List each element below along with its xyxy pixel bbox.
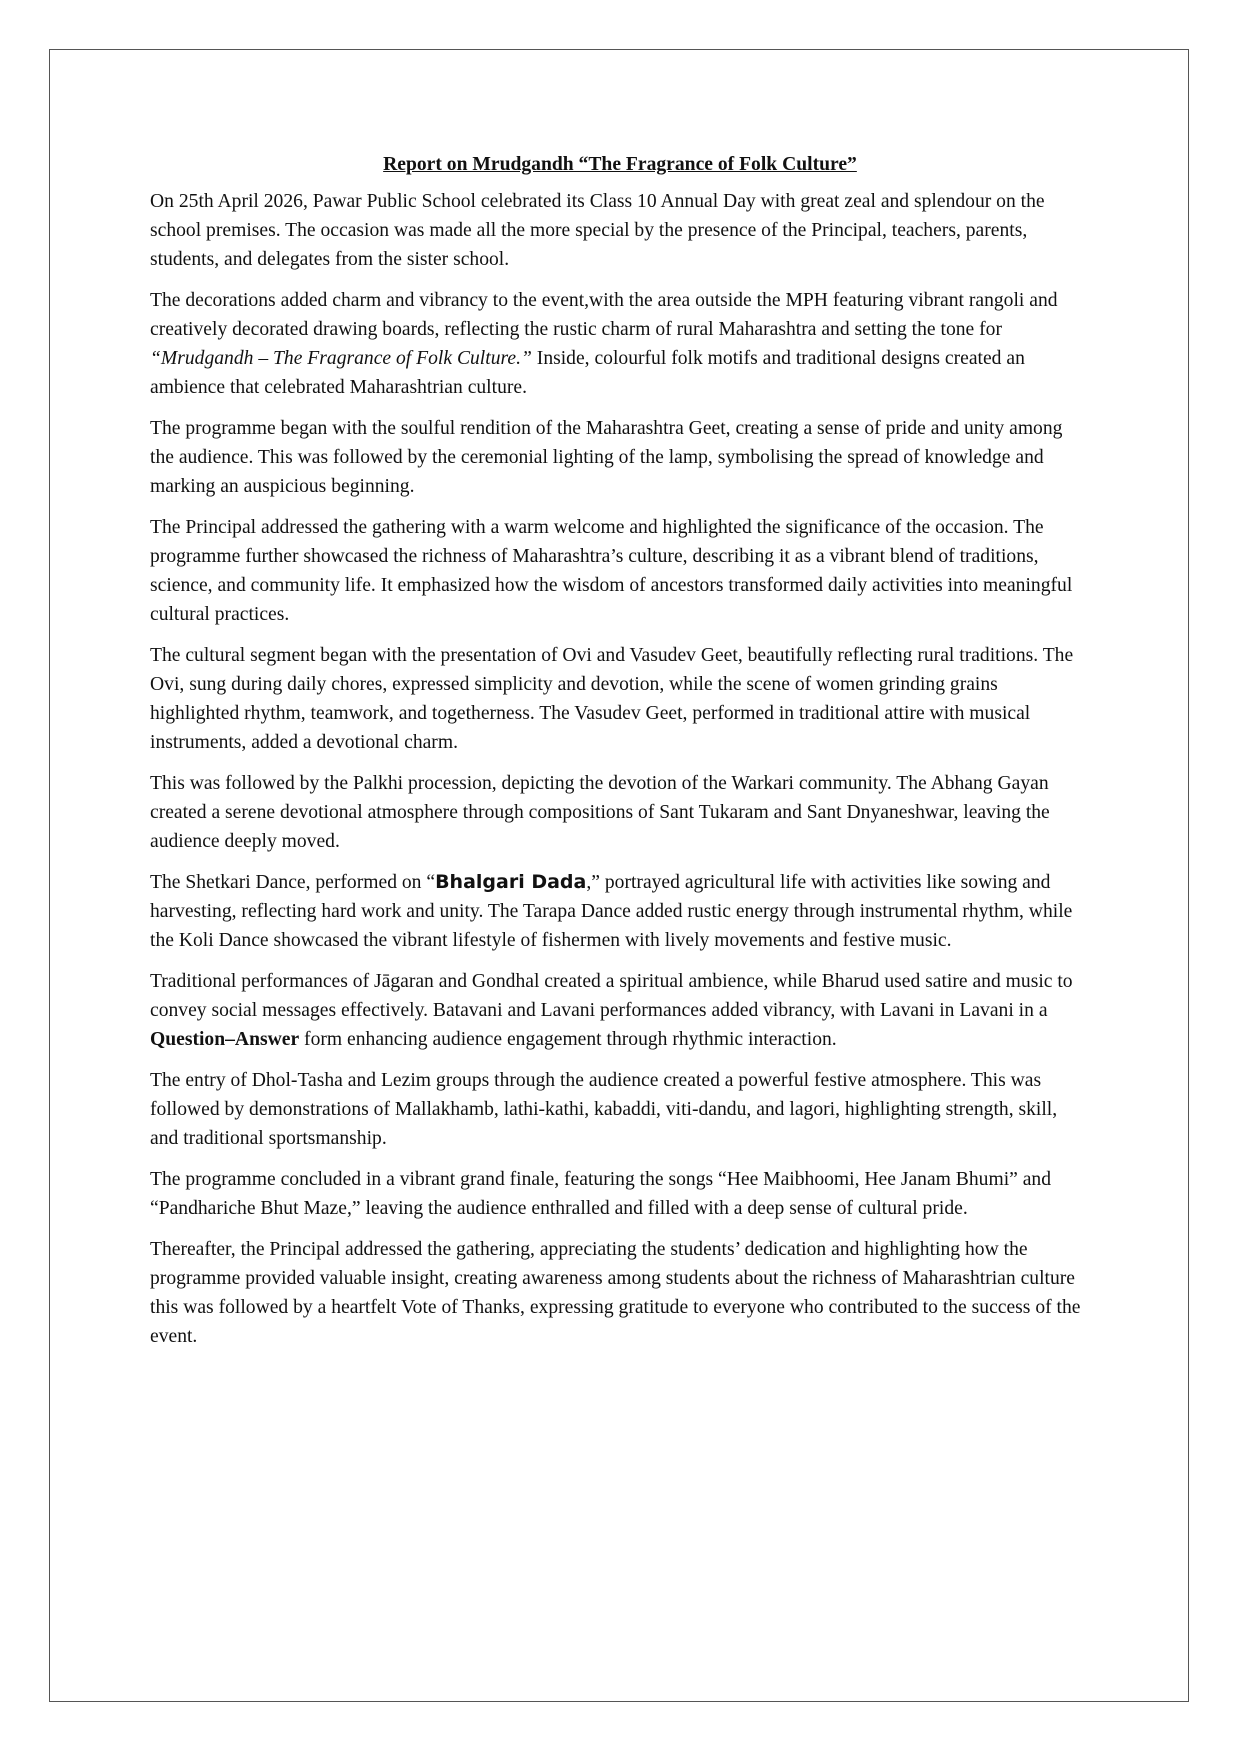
bold-question-answer: Question–Answer <box>150 1029 300 1050</box>
paragraph-traditional-performances <box>150 967 1090 1054</box>
report-title: Report on Mrudgandh “The Fragrance of Folk Culture” <box>383 154 857 175</box>
paragraph-dances <box>150 868 1090 955</box>
bold-song-name: Bhalgari Dada <box>435 871 587 893</box>
paragraph-dhol-tasha: The entry of Dhol-Tasha and Lezim groups through the audience created a powerful festive atmosphere. This was followed by demonstrations of Mallakhamb, lathi-kathi, kabaddi, viti-dandu, and lagori, highlighting strength, skill, and traditional sportsmanship. <box>150 1070 1058 1149</box>
paragraph-palkhi: This was followed by the Palkhi procession, depicting the devotion of the Warkari community. The Abhang Gayan created a serene devotional atmosphere through compositions of Sant Tukaram and Sant Dnyaneshwar, leaving the audience deeply moved. <box>150 773 1050 852</box>
paragraph-text: ,” portrayed agricultural life with activities like sowing and harvesting, reflecting hard work and unity. The Tarapa Dance added rustic energy through instrumental rhythm, while the Koli Dance showcased the vibrant lifestyle of fishermen with lively movements and festive music. <box>150 872 1073 951</box>
paragraph-decorations <box>150 286 1090 402</box>
paragraph-text: Inside, colourful folk motifs and traditional designs created an ambience that celebrated Maharashtrian culture. <box>150 348 1025 398</box>
italic-theme-title: “Mrudgandh – The Fragrance of Folk Culture.” <box>150 348 532 369</box>
paragraph-principal-welcome: The Principal addressed the gathering with a warm welcome and highlighted the significance of the occasion. The programme further showcased the richness of Maharashtra’s culture, describing it as a vibrant blend of traditions, science, and community life. It emphasized how the wisdom of ancestors transformed daily activities into meaningful cultural practices. <box>150 517 1073 625</box>
report-body <box>150 150 1090 1363</box>
paragraph-text: The Shetkari Dance, performed on “ <box>150 872 436 893</box>
paragraph-text: form enhancing audience engagement through rhythmic interaction. <box>299 1029 837 1050</box>
paragraph-intro: On 25th April 2026, Pawar Public School celebrated its Class 10 Annual Day with great zeal and splendour on the school premises. The occasion was made all the more special by the presence of the Principal, teachers, parents, students, and delegates from the sister school. <box>150 191 1045 270</box>
paragraph-text: The decorations added charm and vibrancy to the event,with the area outside the MPH featuring vibrant rangoli and creatively decorated drawing boards, reflecting the rustic charm of rural Maharashtra and setting the tone for <box>150 290 1058 340</box>
paragraph-opening: The programme began with the soulful rendition of the Maharashtra Geet, creating a sense of pride and unity among the audience. This was followed by the ceremonial lighting of the lamp, symbolising the spread of knowledge and marking an auspicious beginning. <box>150 418 1063 497</box>
paragraph-text: Traditional performances of Jāgaran and Gondhal created a spiritual ambience, while Bharud used satire and music to convey social messages effectively. Batavani and Lavani performances added vibrancy, with Lavani in Lavani in a <box>150 971 1073 1021</box>
paragraph-finale: The programme concluded in a vibrant grand finale, featuring the songs “Hee Maibhoomi, Hee Janam Bhumi” and “Pandhariche Bhut Maze,” leaving the audience enthralled and filled with a deep sense of cultural pride. <box>150 1169 1052 1219</box>
paragraph-vote-of-thanks: Thereafter, the Principal addressed the gathering, appreciating the students’ dedication and highlighting how the programme provided valuable insight, creating awareness among students about the richness of Maharashtrian culture this was followed by a heartfelt Vote of Thanks, expressing gratitude to everyone who contributed to the success of the event. <box>150 1239 1081 1347</box>
paragraph-cultural-segment: The cultural segment began with the presentation of Ovi and Vasudev Geet, beautifully reflecting rural traditions. The Ovi, sung during daily chores, expressed simplicity and devotion, while the scene of women grinding grains highlighted rhythm, teamwork, and togetherness. The Vasudev Geet, performed in traditional attire with musical instruments, added a devotional charm. <box>150 645 1074 753</box>
